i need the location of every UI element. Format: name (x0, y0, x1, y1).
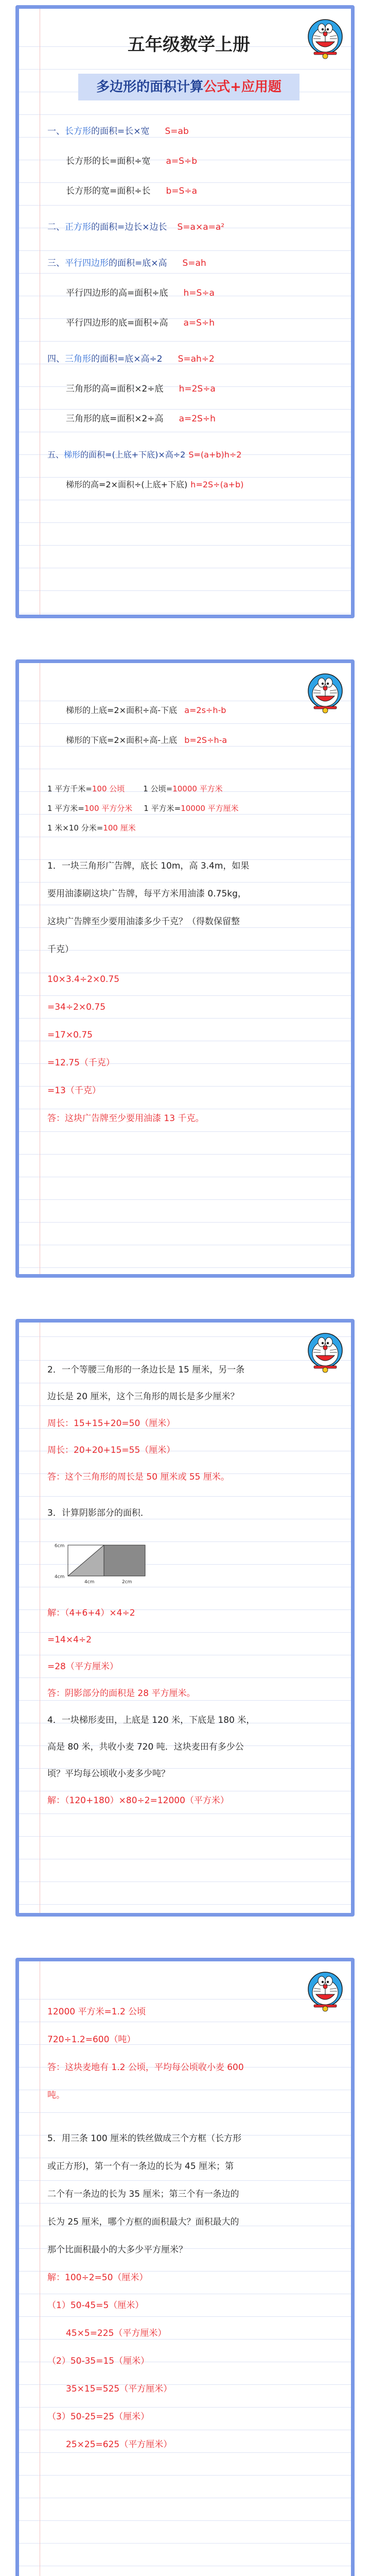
answer-1-step-1: 10×3.4÷2×0.75 (47, 974, 120, 985)
answer-1-conclusion: 答：这块广告牌至少要用油漆 13 千克。 (47, 1113, 204, 1124)
question-5-line-5: 那个比面积最小的大多少平方厘米？ (47, 2245, 187, 2255)
question-1-line-1: 1．一块三角形广告牌，底长 10m，高 3.4m，如果 (47, 861, 250, 871)
formula-trapezoid-height: 梯形的高=2×面积÷(上底+下底) h=2S÷(a+b) (66, 480, 244, 489)
answer-3-step-3: =28（平方厘米） (47, 1662, 118, 1672)
answer-5-step-5: 35×15=525（平方厘米） (66, 2384, 172, 2394)
worksheet-page-4 (15, 1958, 355, 2576)
formula-triangle-height: 三角形的高=面积×2÷底 h=2S÷a (66, 384, 216, 394)
formula-rectangle-length: 长方形的长=面积÷宽 a=S÷b (66, 156, 197, 166)
figure-label-4: 2cm (122, 1580, 132, 1585)
answer-4-step-2: 12000 平方米=1.2 公顷 (47, 2007, 146, 2017)
topic-banner (78, 74, 299, 100)
answer-2-conclusion: 答：这个三角形的周长是 50 厘米或 55 厘米。 (47, 1472, 230, 1482)
question-2-line-2: 边长是 20 厘米，这个三角形的周长是多少厘米？ (47, 1392, 239, 1402)
answer-2-case-2: 周长：20+20+15=55（厘米） (47, 1445, 175, 1455)
formula-parallelogram-base: 平行四边形的底=面积÷高 a=S÷h (66, 318, 215, 328)
answer-1-step-3: =17×0.75 (47, 1030, 93, 1040)
question-1-line-3: 这块广告牌至少要用油漆多少千克？（得数保留整 (47, 917, 240, 927)
shaded-area-figure (47, 1530, 150, 1586)
answer-1-step-4: =12.75（千克） (47, 1058, 115, 1068)
unit-conversion-row-3: 1 米×10 分米=100 厘米 (47, 823, 136, 833)
formula-trapezoid-top-base: 梯形的上底=2×面积÷高-下底 a=2s÷h-b (66, 705, 226, 715)
figure-label-2: 4cm (55, 1574, 65, 1580)
answer-5-step-7: 25×25=625（平方厘米） (66, 2439, 172, 2450)
answer-3-step-2: =14×4÷2 (47, 1635, 92, 1645)
worksheet-page-2 (15, 659, 355, 1278)
question-5-line-3: 二个有一条边的长为 35 厘米；第三个有一条边的 (47, 2189, 239, 2199)
question-3: 3．计算阴影部分的面积． (47, 1508, 149, 1518)
answer-5-step-6: （3）50-25=25（厘米） (47, 2412, 150, 2422)
formula-triangle-base: 三角形的底=面积×2÷高 a=2S÷h (66, 414, 216, 424)
formula-parallelogram-area: 三、平行四边形的面积=底×高 S=ah (47, 258, 206, 268)
answer-4-step-1: 解：（120+180）×80÷2=12000（平方米） (47, 1795, 229, 1806)
banner-accent: 公式+应用题 (203, 79, 281, 95)
page-2-content (19, 663, 351, 1125)
figure-label-3: 4cm (84, 1580, 95, 1585)
question-2-line-1: 2．一个等腰三角形的一条边长是 15 厘米，另一条 (47, 1365, 245, 1375)
answer-3-step-1: 解：（4+6+4）×4÷2 (47, 1608, 135, 1618)
figure-label-1: 6cm (55, 1544, 65, 1549)
formula-square-area: 二、正方形的面积=边长×边长 S=a×a=a² (47, 222, 225, 232)
formula-triangle-area: 四、三角形的面积=底×高÷2 S=ah÷2 (47, 354, 215, 364)
banner-main: 多边形的面积计算 (96, 79, 204, 95)
answer-4-step-3: 720÷1.2=600（吨） (47, 2035, 136, 2045)
formula-parallelogram-height: 平行四边形的高=面积÷底 h=S÷a (66, 288, 215, 298)
formula-trapezoid-bottom-base: 梯形的下底=2×面积÷高-上底 b=2S÷h-a (66, 735, 227, 745)
worksheet-page-1 (15, 5, 355, 618)
formula-rectangle-width: 长方形的宽=面积÷长 b=S÷a (66, 186, 197, 196)
formula-rectangle-area: 一、长方形的面积=长×宽 S=ab (47, 126, 189, 137)
unit-conversion-row-2: 1 平方米=100 平方分米 1 平方米=10000 平方厘米 (47, 804, 239, 813)
question-1-line-2: 要用油漆刷这块广告牌，每平方米用油漆 0.75kg， (47, 889, 246, 899)
question-4-line-1: 4．一块梯形麦田，上底是 120 米，下底是 180 米， (47, 1715, 255, 1725)
answer-1-step-2: =34÷2×0.75 (47, 1002, 106, 1012)
page-1-content (19, 9, 351, 491)
question-4-line-3: 顷？平均每公顷收小麦多少吨？ (47, 1769, 170, 1779)
question-5-line-4: 长为 25 厘米，哪个方框的面积最大？面积最大的 (47, 2217, 239, 2227)
answer-5-step-4: （2）50-35=15（厘米） (47, 2356, 150, 2366)
answer-5-step-2: （1）50-45=5（厘米） (47, 2300, 144, 2311)
question-4-line-2: 高是 80 米，共收小麦 720 吨．这块麦田有多少公 (47, 1742, 244, 1752)
question-5-line-1: 5．用三条 100 厘米的铁丝做成三个方框（长方形 (47, 2133, 242, 2144)
page-title: 五年级数学上册 (128, 35, 250, 55)
answer-4-conclusion-1: 答：这块麦地有 1.2 公顷，平均每公顷收小麦 600 (47, 2062, 244, 2073)
answer-1-step-5: =13（千克） (47, 1086, 101, 1096)
answer-4-conclusion-2: 吨。 (47, 2090, 65, 2100)
formula-trapezoid-area: 五、梯形的面积=(上底+下底)×高÷2 S=(a+b)h÷2 (47, 450, 242, 460)
page-4-content (19, 1961, 351, 2451)
answer-3-conclusion: 答：阴影部分的面积是 28 平方厘米。 (47, 1688, 196, 1699)
question-5-line-2: 或正方形)，第一个有一条边的长为 45 厘米；第 (47, 2161, 234, 2172)
answer-2-case-1: 周长：15+15+20=50（厘米） (47, 1418, 175, 1429)
unit-conversion-row-1: 1 平方千米=100 公顷 1 公顷=10000 平方米 (47, 784, 223, 793)
answer-5-step-3: 45×5=225（平方厘米） (66, 2328, 167, 2338)
page-3-content (19, 1323, 351, 1807)
worksheet-page-3 (15, 1319, 355, 1917)
answer-5-step-1: 解：100÷2=50（厘米） (47, 2273, 148, 2283)
question-1-line-4: 千克） (47, 944, 74, 955)
